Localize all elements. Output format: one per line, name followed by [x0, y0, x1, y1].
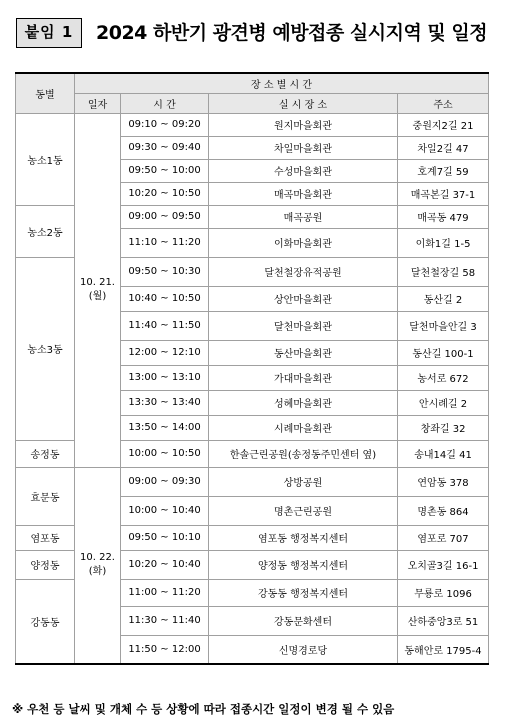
dong-cell: 효문동 [16, 467, 75, 525]
time-cell: 09:00 ~ 09:50 [121, 205, 209, 228]
address-cell: 달천마을안길 3 [398, 311, 489, 340]
time-cell: 10:20 ~ 10:50 [121, 182, 209, 205]
place-cell: 달천철장유적공원 [209, 257, 398, 286]
place-cell: 동산마을회관 [209, 340, 398, 365]
footnote: ※ 우천 등 날씨 및 개체 수 등 상황에 따라 접종시간 일정이 변경 될 수 있음 [12, 702, 395, 716]
dong-cell: 송정동 [16, 440, 75, 467]
address-cell: 명촌동 864 [398, 496, 489, 525]
table-row [16, 467, 489, 496]
address-cell: 동해안로 1795-4 [398, 635, 489, 664]
time-cell: 11:00 ~ 11:20 [121, 579, 209, 606]
place-cell: 매곡공원 [209, 205, 398, 228]
address-cell: 염포로 707 [398, 525, 489, 550]
time-cell: 11:30 ~ 11:40 [121, 606, 209, 635]
header-dong: 동별 [16, 73, 75, 113]
place-cell: 달천마을회관 [209, 311, 398, 340]
place-cell: 이화마을회관 [209, 228, 398, 257]
time-cell: 09:10 ~ 09:20 [121, 113, 209, 136]
address-cell: 매곡본길 37-1 [398, 182, 489, 205]
header-place: 실 시 장 소 [209, 93, 398, 113]
attachment-badge: 붙임 1 [16, 18, 82, 48]
time-cell: 10:40 ~ 10:50 [121, 286, 209, 311]
time-cell: 09:00 ~ 09:30 [121, 467, 209, 496]
place-cell: 강동문화센터 [209, 606, 398, 635]
place-cell: 한솔근린공원(송정동주민센터 옆) [209, 440, 398, 467]
address-cell: 중원지2길 21 [398, 113, 489, 136]
place-cell: 원지마을회관 [209, 113, 398, 136]
header-time: 시 간 [121, 93, 209, 113]
place-cell: 신명경로당 [209, 635, 398, 664]
address-cell: 호계7길 59 [398, 159, 489, 182]
address-cell: 이화1길 1-5 [398, 228, 489, 257]
header-location-time: 장 소 별 시 간 [75, 73, 489, 93]
dong-cell: 농소2동 [16, 205, 75, 257]
header-date: 일자 [75, 93, 121, 113]
header-address: 주소 [398, 93, 489, 113]
dong-cell: 양정동 [16, 550, 75, 579]
place-cell: 상안마을회관 [209, 286, 398, 311]
schedule-table [15, 72, 489, 665]
address-cell: 매곡동 479 [398, 205, 489, 228]
date-cell: 10. 22. (화) [75, 467, 121, 664]
time-cell: 13:50 ~ 14:00 [121, 415, 209, 440]
time-cell: 11:50 ~ 12:00 [121, 635, 209, 664]
time-cell: 12:00 ~ 12:10 [121, 340, 209, 365]
place-cell: 염포동 행정복지센터 [209, 525, 398, 550]
time-cell: 09:30 ~ 09:40 [121, 136, 209, 159]
address-cell: 동산길 2 [398, 286, 489, 311]
time-cell: 09:50 ~ 10:00 [121, 159, 209, 182]
table-row [16, 113, 489, 136]
time-cell: 13:30 ~ 13:40 [121, 390, 209, 415]
address-cell: 동산길 100-1 [398, 340, 489, 365]
place-cell: 차일마을회관 [209, 136, 398, 159]
address-cell: 달천철장길 58 [398, 257, 489, 286]
place-cell: 상방공원 [209, 467, 398, 496]
address-cell: 오치골3길 16-1 [398, 550, 489, 579]
time-cell: 13:00 ~ 13:10 [121, 365, 209, 390]
dong-cell: 농소3동 [16, 257, 75, 440]
time-cell: 09:50 ~ 10:30 [121, 257, 209, 286]
time-cell: 10:00 ~ 10:50 [121, 440, 209, 467]
address-cell: 연암동 378 [398, 467, 489, 496]
address-cell: 안시례길 2 [398, 390, 489, 415]
time-cell: 11:10 ~ 11:20 [121, 228, 209, 257]
place-cell: 수성마을회관 [209, 159, 398, 182]
address-cell: 무룡로 1096 [398, 579, 489, 606]
time-cell: 10:00 ~ 10:40 [121, 496, 209, 525]
time-cell: 10:20 ~ 10:40 [121, 550, 209, 579]
schedule-body [16, 113, 489, 664]
place-cell: 양정동 행정복지센터 [209, 550, 398, 579]
dong-cell: 농소1동 [16, 113, 75, 205]
address-cell: 농서로 672 [398, 365, 489, 390]
place-cell: 명촌근린공원 [209, 496, 398, 525]
place-cell: 성혜마을회관 [209, 390, 398, 415]
time-cell: 09:50 ~ 10:10 [121, 525, 209, 550]
dong-cell: 강동동 [16, 579, 75, 664]
address-cell: 송내14길 41 [398, 440, 489, 467]
document-header [16, 18, 486, 50]
place-cell: 시례마을회관 [209, 415, 398, 440]
time-cell: 11:40 ~ 11:50 [121, 311, 209, 340]
date-cell: 10. 21. (월) [75, 113, 121, 467]
address-cell: 창좌길 32 [398, 415, 489, 440]
place-cell: 매곡마을회관 [209, 182, 398, 205]
dong-cell: 염포동 [16, 525, 75, 550]
place-cell: 강동동 행정복지센터 [209, 579, 398, 606]
address-cell: 차일2길 47 [398, 136, 489, 159]
page-title: 2024 하반기 광견병 예방접종 실시지역 및 일정 [96, 22, 488, 44]
address-cell: 산하중앙3로 51 [398, 606, 489, 635]
place-cell: 가대마을회관 [209, 365, 398, 390]
